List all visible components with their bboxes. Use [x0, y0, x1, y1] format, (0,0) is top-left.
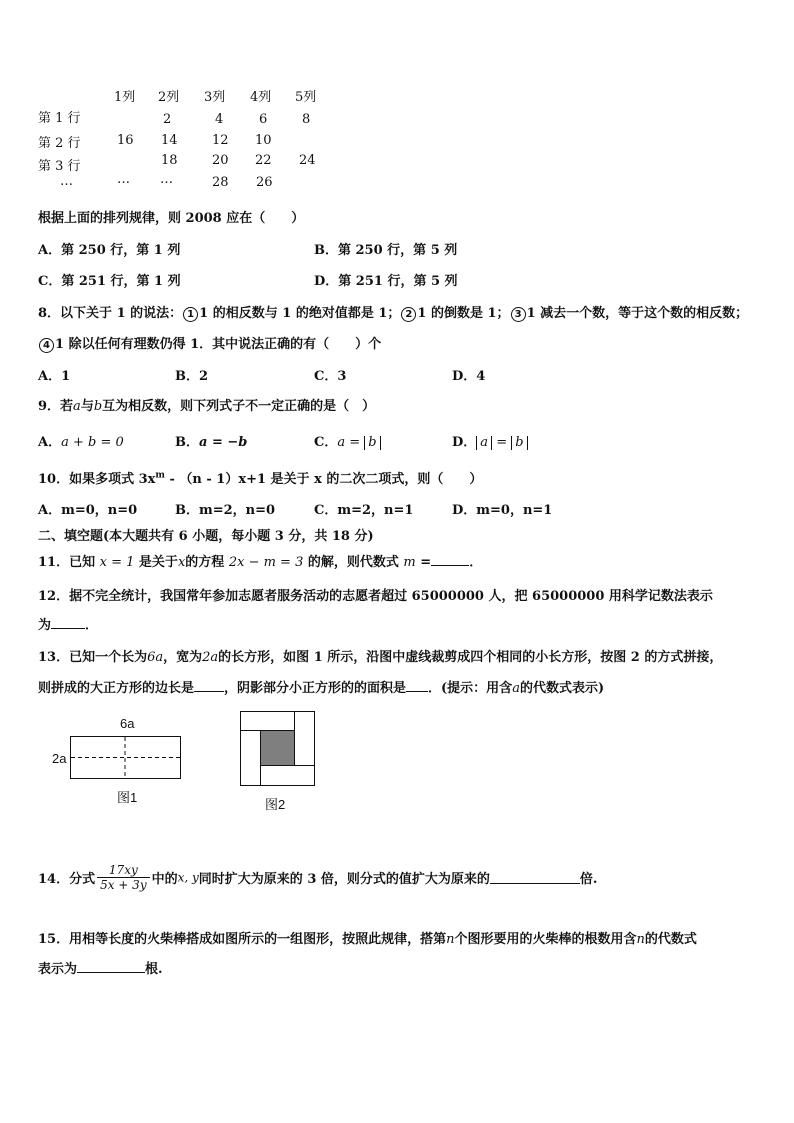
q15-text: 根. — [145, 962, 163, 977]
q11-text: = — [420, 555, 432, 570]
math-expression: 6a — [147, 650, 164, 665]
cell: 18 — [161, 153, 178, 168]
q8-option-b: B．2 — [175, 369, 209, 384]
q9-stem — [38, 395, 375, 414]
q8-line2 — [38, 333, 381, 353]
fig1-rectangle — [70, 736, 182, 780]
q11 — [38, 551, 482, 570]
cell: 24 — [299, 153, 316, 168]
var-b: b — [93, 399, 103, 414]
q8-line1 — [38, 302, 748, 322]
q15-text: 15．用相等长度的火柴棒搭成如图所示的一组图形，按照此规律，搭第 — [38, 932, 447, 947]
q14-text: 14．分式 — [38, 872, 96, 887]
q15-text: 的代数式 — [644, 932, 697, 947]
cell: 8 — [302, 112, 311, 127]
cell: 16 — [117, 133, 134, 148]
math-expression: a = — [337, 435, 361, 450]
q10-option-c: C．m=2，n=1 — [314, 503, 414, 518]
fig1-height-label: 2a — [52, 751, 67, 766]
q10-text: 10．如果多项式 3x — [38, 472, 156, 487]
q8-option-d: D．4 — [452, 369, 486, 384]
q9-option-c — [314, 431, 381, 450]
exponent: m — [155, 470, 165, 481]
equals-sign: = — [496, 435, 508, 450]
figure-2 — [240, 711, 316, 787]
fig1-width-label: 6a — [120, 716, 135, 731]
fraction — [97, 863, 150, 892]
q7-option-c: C．第 251 行，第 1 列 — [38, 274, 181, 289]
circled-number: 3 — [511, 307, 526, 322]
q9-option-b — [175, 431, 247, 450]
cell: 4 — [215, 112, 224, 127]
q14 — [38, 863, 597, 892]
cell: 20 — [212, 153, 229, 168]
q9-option-a — [38, 431, 124, 450]
q12-line2 — [38, 614, 98, 633]
answer-blank[interactable] — [194, 679, 224, 692]
math-expression: a = −b — [199, 435, 248, 450]
q10-text: - （n - 1）x+1 是关于 x 的二次二项式，则（ ） — [164, 472, 483, 487]
q8-statement: 1 除以任何有理数仍得 1．其中说法正确的有（ ）个 — [55, 337, 382, 352]
cell: … — [117, 172, 130, 187]
section-heading: 二、填空题(本大题共有 6 小题，每小题 3 分，共 18 分) — [38, 529, 374, 544]
q12-text: 为 — [38, 618, 52, 633]
fig2-caption: 图2 — [265, 797, 286, 812]
cell: 10 — [255, 133, 272, 148]
cell: 28 — [212, 175, 229, 190]
q13-line1 — [38, 646, 722, 665]
col-header-2: 2列 — [158, 90, 180, 105]
q13-line2 — [38, 677, 604, 696]
q8-statement: 1 的相反数与 1 的绝对值都是 1； — [199, 306, 401, 321]
math-expression: 2x − m = 3 — [228, 555, 304, 570]
figure-1 — [70, 714, 182, 784]
q13-text: 13．已知一个长为 — [38, 650, 148, 665]
option-label: D． — [452, 435, 477, 450]
q8-statement: 1 减去一个数，等于这个数的相反数； — [526, 306, 749, 321]
circled-number: 1 — [183, 307, 198, 322]
q9-option-d — [452, 431, 528, 450]
row-header-3: 第 3 行 — [38, 159, 81, 174]
q8-statement: 1 的倒数是 1； — [417, 306, 510, 321]
math-vars: x, y — [177, 870, 199, 885]
q15-text: 个图形要用的火柴棒的根数用含 — [454, 932, 637, 947]
q11-text: 的解，则代数式 — [307, 555, 399, 570]
q8-option-c: C．3 — [314, 369, 347, 384]
abs-value-b: b — [511, 436, 527, 450]
q7-option-d: D．第 251 行，第 5 列 — [314, 274, 458, 289]
q13-text: ．(提示：用含 — [428, 681, 513, 696]
row-header-2: 第 2 行 — [38, 136, 81, 151]
cell: 12 — [212, 133, 229, 148]
answer-blank[interactable] — [77, 960, 145, 973]
answer-blank[interactable] — [431, 553, 469, 566]
math-var: x — [177, 555, 186, 570]
math-var: n — [636, 932, 645, 947]
answer-blank[interactable] — [51, 616, 85, 629]
circled-number: 4 — [39, 338, 54, 353]
math-expression: x = 1 — [99, 555, 135, 570]
cell: 2 — [163, 112, 172, 127]
answer-blank[interactable] — [490, 871, 580, 884]
math-expression: a + b = 0 — [61, 435, 124, 450]
q15-line1 — [38, 928, 697, 947]
col-header-1: 1列 — [114, 90, 136, 105]
col-header-3: 3列 — [204, 90, 226, 105]
cell: 22 — [255, 153, 272, 168]
cell: 26 — [256, 175, 273, 190]
q14-text: 同时扩大为原来的 3 倍，则分式的值扩大为原来的 — [198, 872, 490, 887]
q12-text: ． — [85, 618, 99, 633]
q15-text: 表示为 — [38, 962, 78, 977]
option-label: A． — [38, 435, 62, 450]
q7-option-a: A．第 250 行，第 1 列 — [38, 243, 181, 258]
fraction-numerator: 17xy — [97, 863, 150, 878]
col-header-5: 5列 — [295, 90, 317, 105]
cell: 6 — [259, 112, 268, 127]
q13-text: ，阴影部分小正方形的的面积是 — [224, 681, 407, 696]
math-var: n — [446, 932, 455, 947]
q7-stem: 根据上面的排列规律，则 2008 应在（ ） — [38, 211, 305, 226]
shaded-square — [261, 731, 295, 766]
q9-text: 9．若 — [38, 399, 74, 414]
row-header-1: 第 1 行 — [38, 111, 81, 126]
q14-text: 倍. — [579, 872, 598, 887]
q13-text: ，宽为 — [163, 650, 203, 665]
q12-line1: 12．据不完全统计，我国常年参加志愿者服务活动的志愿者超过 65000000 人，把 65000000 用科学记数法表示 — [38, 589, 713, 604]
q10-stem — [38, 468, 482, 487]
abs-value-b: b — [364, 436, 380, 450]
math-var: a — [512, 681, 520, 696]
cell: … — [160, 172, 173, 187]
col-header-4: 4列 — [250, 90, 272, 105]
cell: 14 — [161, 133, 178, 148]
q8-intro: 8．以下关于 1 的说法： — [38, 306, 183, 321]
q13-text: 则拼成的大正方形的边长是 — [38, 681, 195, 696]
q11-text: 的方程 — [185, 555, 225, 570]
abs-value-a: a — [476, 436, 492, 450]
q10-option-a: A．m=0，n=0 — [38, 503, 138, 518]
option-label: C． — [314, 435, 338, 450]
q13-text: 的代数式表示) — [519, 681, 605, 696]
circled-number: 2 — [401, 307, 416, 322]
var-a: a — [73, 399, 81, 414]
q9-text: 互为相反数，则下列式子不一定正确的是（ ） — [102, 399, 376, 414]
row-header-4: … — [60, 174, 73, 189]
q10-option-b: B．m=2，n=0 — [175, 503, 276, 518]
q15-line2 — [38, 958, 163, 977]
q14-text: 中的 — [151, 872, 178, 887]
answer-blank[interactable] — [406, 679, 428, 692]
q9-text: 与 — [80, 399, 94, 414]
math-expression: 2a — [202, 650, 219, 665]
math-var: m — [403, 555, 416, 570]
q13-text: 的长方形，如图 1 所示，沿图中虚线裁剪成四个相同的小长方形，按图 2 的方式拼接， — [218, 650, 723, 665]
q11-text: 11．已知 — [38, 555, 96, 570]
option-label: B． — [175, 435, 199, 450]
fig1-caption: 图1 — [117, 790, 138, 805]
q8-option-a: A．1 — [38, 369, 71, 384]
q11-text: 是关于 — [138, 555, 178, 570]
q7-option-b: B．第 250 行，第 5 列 — [314, 243, 458, 258]
fraction-denominator: 5x + 3y — [100, 878, 147, 892]
q11-text: ． — [469, 555, 483, 570]
q10-option-d: D．m=0，n=1 — [452, 503, 553, 518]
